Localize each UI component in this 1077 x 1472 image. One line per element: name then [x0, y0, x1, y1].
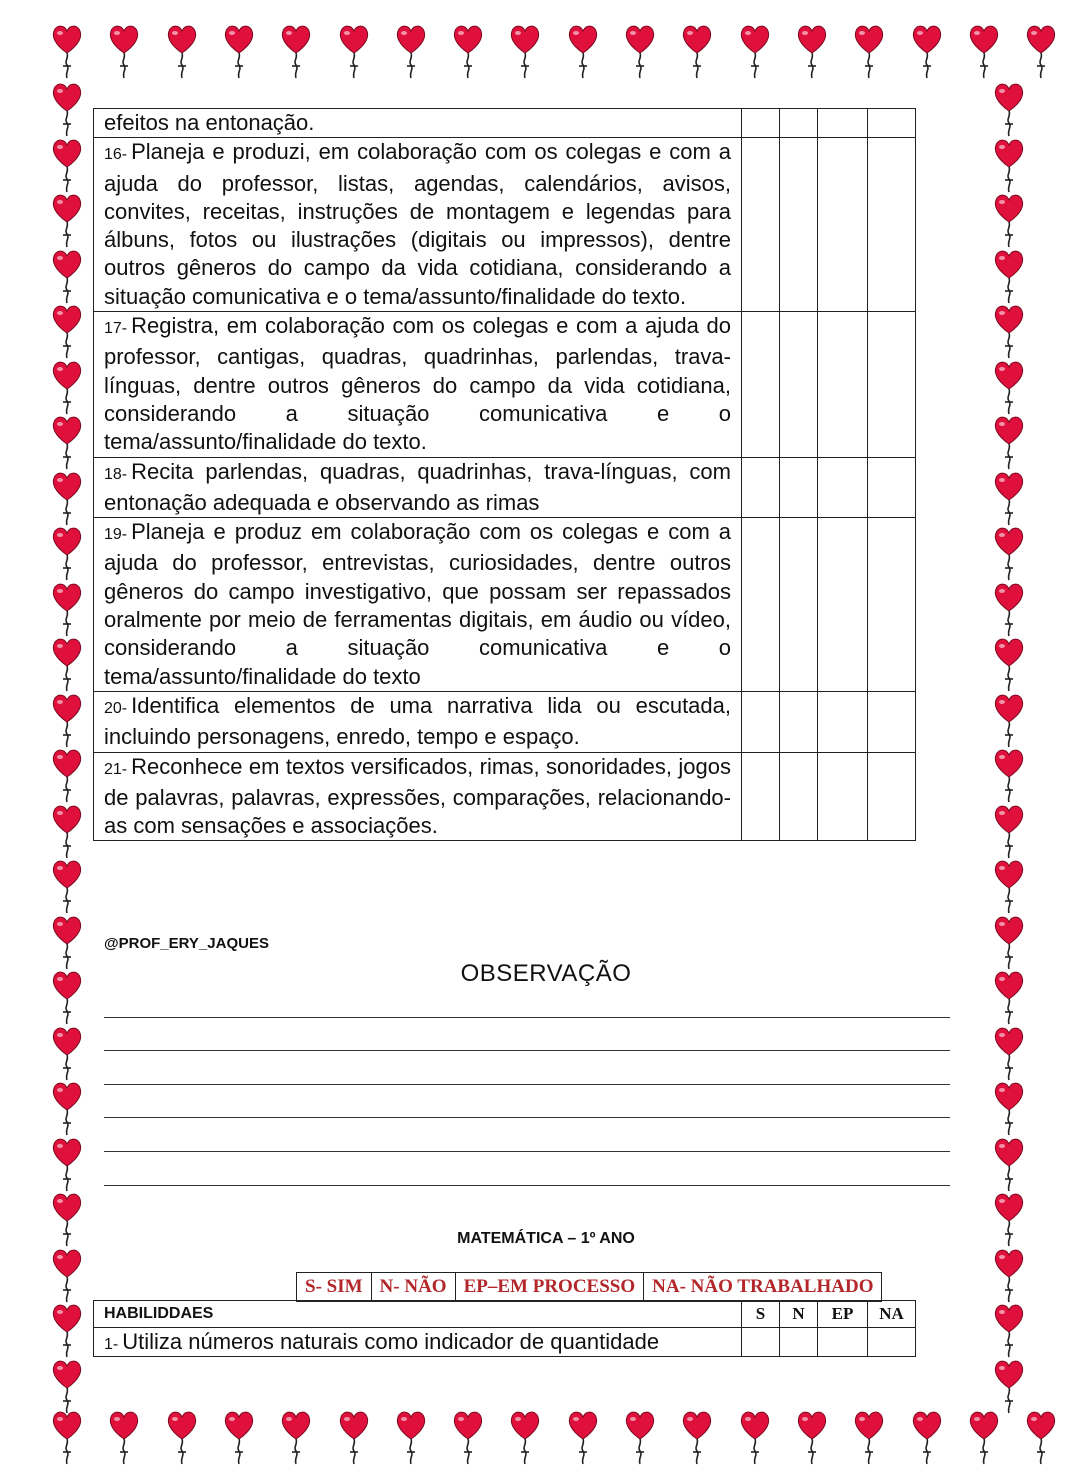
column-header-s: S — [742, 1301, 780, 1328]
heart-balloon-icon — [992, 302, 1026, 360]
heart-balloon-icon — [50, 358, 84, 416]
column-header-ep: EP — [818, 1301, 868, 1328]
table-row — [94, 457, 916, 518]
heart-balloon-icon — [967, 22, 1001, 80]
skill-description: efeitos na entonação. — [94, 109, 742, 138]
heart-balloon-icon — [566, 22, 600, 80]
legend-item: EP–EM PROCESSO — [455, 1273, 644, 1302]
check-cell-s[interactable] — [742, 518, 780, 692]
skill-description: 16- Planeja e produzi, em colaboração com os colegas e com a ajuda do professor, listas, agendas, calendários, avisos, convites, receitas, instruções de montagem e legendas para álbuns, fotos ou ilustrações (digitais ou impressos), dentre outros gêneros do campo da vida cotidiana, considerando a situação comunicativa e o tema/assunto/finalidade do texto. — [94, 138, 742, 312]
heart-balloon-icon — [165, 22, 199, 80]
heart-balloon-icon — [394, 22, 428, 80]
heart-balloon-icon — [337, 22, 371, 80]
author-credit: @PROF_ERY_JAQUES — [104, 935, 269, 952]
check-cell-ep[interactable] — [818, 1328, 868, 1357]
heart-balloon-icon — [623, 1408, 657, 1466]
check-cell-n[interactable] — [780, 109, 818, 138]
observation-line[interactable] — [104, 1185, 950, 1186]
check-cell-na[interactable] — [868, 752, 916, 841]
check-cell-na[interactable] — [868, 518, 916, 692]
skill-description: 17- Registra, em colaboração com os colegas e com a ajuda do professor, cantigas, quadras, quadrinhas, parlendas, trava-línguas, dentre outros gêneros do campo da vida cotidiana, considerando a situação comunicativa e o tema/assunto/finalidade do texto. — [94, 312, 742, 457]
check-cell-na[interactable] — [868, 312, 916, 457]
check-cell-ep[interactable] — [818, 518, 868, 692]
check-cell-s[interactable] — [742, 752, 780, 841]
heart-balloon-icon — [992, 247, 1026, 305]
heart-balloon-icon — [967, 1408, 1001, 1466]
heart-balloon-icon — [992, 1357, 1026, 1415]
heart-balloon-icon — [50, 1408, 84, 1466]
heart-balloon-icon — [566, 1408, 600, 1466]
legend-table — [296, 1272, 882, 1302]
check-cell-ep[interactable] — [818, 457, 868, 518]
heart-balloon-icon — [992, 524, 1026, 582]
legend-item: S- SIM — [297, 1273, 372, 1302]
heart-balloon-icon — [50, 22, 84, 80]
check-cell-na[interactable] — [868, 1328, 916, 1357]
heart-balloon-icon — [50, 802, 84, 860]
heart-balloon-icon — [165, 1408, 199, 1466]
heart-balloon-icon — [992, 1079, 1026, 1137]
heart-balloon-icon — [992, 746, 1026, 804]
heart-balloon-icon — [50, 524, 84, 582]
column-header-n: N — [780, 1301, 818, 1328]
table-row — [94, 691, 916, 752]
skill-description: 18- Recita parlendas, quadras, quadrinhas, trava-línguas, com entonação adequada e observando as rimas — [94, 457, 742, 518]
heart-balloon-icon — [992, 1024, 1026, 1082]
check-cell-na[interactable] — [868, 457, 916, 518]
check-cell-s[interactable] — [742, 109, 780, 138]
heart-balloon-icon — [992, 136, 1026, 194]
check-cell-n[interactable] — [780, 518, 818, 692]
check-cell-s[interactable] — [742, 691, 780, 752]
heart-balloon-icon — [992, 635, 1026, 693]
skill-description: 1- Utiliza números naturais como indicador de quantidade — [94, 1328, 742, 1357]
table-row — [94, 1328, 916, 1357]
check-cell-s[interactable] — [742, 1328, 780, 1357]
heart-balloon-icon — [992, 802, 1026, 860]
math-section-title: MATEMÁTICA – 1º ANO — [457, 1230, 635, 1247]
heart-balloon-icon — [852, 22, 886, 80]
check-cell-ep[interactable] — [818, 752, 868, 841]
heart-balloon-icon — [50, 1357, 84, 1415]
table-header-row — [94, 1301, 916, 1328]
heart-balloon-icon — [107, 1408, 141, 1466]
heart-balloon-icon — [992, 691, 1026, 749]
heart-balloon-icon — [738, 1408, 772, 1466]
column-header-na: NA — [868, 1301, 916, 1328]
observation-line[interactable] — [104, 1084, 950, 1085]
heart-balloon-icon — [222, 22, 256, 80]
skills-table — [93, 108, 916, 841]
heart-balloon-icon — [451, 22, 485, 80]
heart-balloon-icon — [279, 1408, 313, 1466]
check-cell-na[interactable] — [868, 109, 916, 138]
observation-line[interactable] — [104, 1050, 950, 1051]
math-skills-table — [93, 1300, 916, 1357]
check-cell-s[interactable] — [742, 138, 780, 312]
check-cell-na[interactable] — [868, 138, 916, 312]
heart-balloon-icon — [1024, 22, 1058, 80]
skills-header: HABILIDDAES — [94, 1301, 742, 1328]
heart-balloon-icon — [508, 1408, 542, 1466]
heart-balloon-icon — [50, 746, 84, 804]
observation-title: OBSERVAÇÃO — [460, 960, 632, 987]
heart-balloon-icon — [337, 1408, 371, 1466]
heart-balloon-icon — [992, 191, 1026, 249]
heart-balloon-icon — [50, 1246, 84, 1304]
heart-balloon-icon — [992, 358, 1026, 416]
heart-balloon-icon — [50, 1301, 84, 1359]
heart-balloon-icon — [50, 1079, 84, 1137]
heart-balloon-icon — [992, 469, 1026, 527]
heart-balloon-icon — [50, 635, 84, 693]
heart-balloon-icon — [623, 22, 657, 80]
heart-balloon-icon — [50, 469, 84, 527]
check-cell-ep[interactable] — [818, 138, 868, 312]
check-cell-ep[interactable] — [818, 312, 868, 457]
heart-balloon-icon — [279, 22, 313, 80]
heart-balloon-icon — [50, 857, 84, 915]
heart-balloon-icon — [910, 22, 944, 80]
heart-balloon-icon — [795, 1408, 829, 1466]
heart-balloon-icon — [992, 857, 1026, 915]
heart-balloon-icon — [910, 1408, 944, 1466]
heart-balloon-icon — [852, 1408, 886, 1466]
check-cell-n[interactable] — [780, 1328, 818, 1357]
heart-balloon-icon — [680, 22, 714, 80]
heart-balloon-icon — [508, 22, 542, 80]
check-cell-n[interactable] — [780, 752, 818, 841]
table-row — [94, 518, 916, 692]
check-cell-s[interactable] — [742, 312, 780, 457]
table-row — [94, 752, 916, 841]
check-cell-s[interactable] — [742, 457, 780, 518]
heart-balloon-icon — [795, 22, 829, 80]
heart-balloon-icon — [992, 1246, 1026, 1304]
table-row — [94, 312, 916, 457]
heart-balloon-icon — [50, 247, 84, 305]
observation-line[interactable] — [104, 1117, 950, 1118]
heart-balloon-icon — [50, 1135, 84, 1193]
heart-balloon-icon — [50, 1024, 84, 1082]
skill-description: 21- Reconhece em textos versificados, rimas, sonoridades, jogos de palavras, palavras, expressões, comparações, relacionando-as com sensações e associações. — [94, 752, 742, 841]
heart-balloon-icon — [992, 580, 1026, 638]
heart-balloon-icon — [738, 22, 772, 80]
heart-balloon-icon — [107, 22, 141, 80]
heart-balloon-icon — [992, 1135, 1026, 1193]
legend-item: N- NÃO — [371, 1273, 455, 1302]
heart-balloon-icon — [222, 1408, 256, 1466]
heart-balloon-icon — [992, 1301, 1026, 1359]
heart-balloon-icon — [50, 691, 84, 749]
check-cell-n[interactable] — [780, 138, 818, 312]
heart-balloon-icon — [992, 413, 1026, 471]
heart-balloon-icon — [394, 1408, 428, 1466]
observation-line[interactable] — [104, 1151, 950, 1152]
heart-balloon-icon — [680, 1408, 714, 1466]
table-row — [94, 109, 916, 138]
table-row — [94, 138, 916, 312]
heart-balloon-icon — [50, 580, 84, 638]
heart-balloon-icon — [50, 191, 84, 249]
check-cell-ep[interactable] — [818, 691, 868, 752]
check-cell-n[interactable] — [780, 691, 818, 752]
heart-balloon-icon — [451, 1408, 485, 1466]
check-cell-n[interactable] — [780, 312, 818, 457]
check-cell-n[interactable] — [780, 457, 818, 518]
heart-balloon-icon — [50, 80, 84, 138]
heart-balloon-icon — [992, 80, 1026, 138]
heart-balloon-icon — [50, 413, 84, 471]
check-cell-na[interactable] — [868, 691, 916, 752]
observation-line[interactable] — [104, 1017, 950, 1018]
skill-description: 20- Identifica elementos de uma narrativa lida ou escutada, incluindo personagens, enredo, tempo e espaço. — [94, 691, 742, 752]
heart-balloon-icon — [1024, 1408, 1058, 1466]
legend-item: NA- NÃO TRABALHADO — [644, 1273, 882, 1302]
heart-balloon-icon — [50, 302, 84, 360]
check-cell-ep[interactable] — [818, 109, 868, 138]
heart-balloon-icon — [50, 136, 84, 194]
skill-description: 19- Planeja e produz em colaboração com os colegas e com a ajuda do professor, entrevistas, curiosidades, dentre outros gêneros do campo investigativo, que possam ser repassados oralmente por meio de ferramentas digitais, em áudio ou vídeo, considerando a situação comunicativa e o tema/assunto/finalidade do texto — [94, 518, 742, 692]
